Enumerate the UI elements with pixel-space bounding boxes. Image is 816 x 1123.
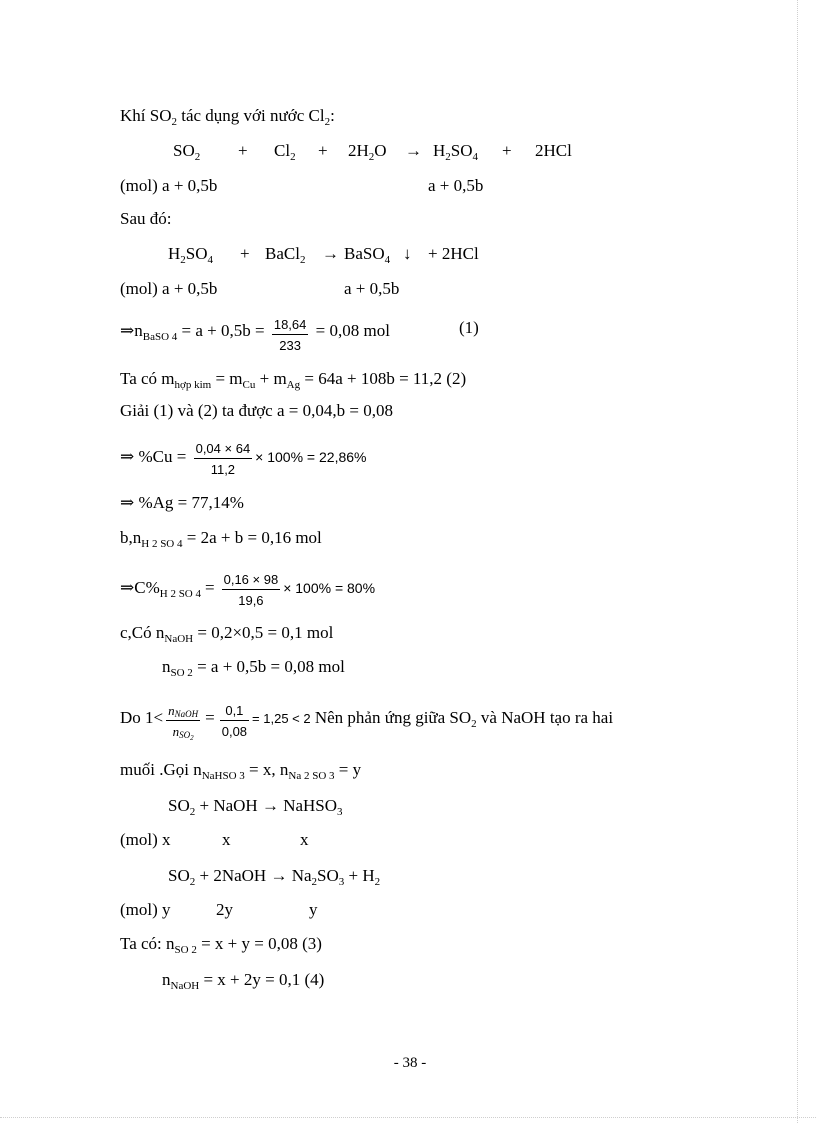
sub: NaOH <box>174 709 199 719</box>
text: + 2NaOH → Na <box>195 866 312 885</box>
mol-line-2b <box>344 278 399 300</box>
text: n <box>162 970 171 989</box>
page-frame-right <box>797 0 798 1123</box>
text: O <box>374 141 387 160</box>
mol-y-3 <box>309 899 318 921</box>
sub: NaOH <box>164 633 194 645</box>
text: = a + 0,5b = <box>177 321 269 340</box>
text: + <box>502 141 512 160</box>
sub: hợp kim <box>174 379 212 391</box>
text: y <box>309 900 318 919</box>
line-m-hopkim <box>120 368 466 390</box>
text: 2H <box>348 141 369 160</box>
text: ↓ <box>403 244 412 263</box>
plus-2hcl <box>428 243 479 265</box>
label-1 <box>459 317 479 339</box>
text: (mol) y <box>120 900 171 919</box>
text: + m <box>255 369 287 388</box>
reaction-3 <box>168 795 343 817</box>
text: + 2HCl <box>428 244 479 263</box>
reaction-4 <box>168 865 380 887</box>
text: SO <box>185 244 208 263</box>
numerator <box>166 703 200 721</box>
text: SO <box>450 141 473 160</box>
h2so4 <box>168 243 213 265</box>
line-do-1 <box>120 703 614 742</box>
text: Nên phản ứng giữa SO <box>310 708 472 727</box>
text: = x + y = 0,08 (3) <box>196 934 322 953</box>
text: = 1,25 < 2 <box>252 711 311 726</box>
sub: H 2 SO 4 <box>141 538 183 550</box>
arrow <box>322 243 339 265</box>
text: H <box>168 244 181 263</box>
line-eq-4 <box>162 969 324 991</box>
text: + H <box>344 866 375 885</box>
baso4 <box>344 243 390 265</box>
line-n-baso4 <box>120 317 390 353</box>
sub: 4 <box>207 254 214 266</box>
mol-line-4 <box>120 899 171 921</box>
text: = a + 0,5b = 0,08 mol <box>192 657 345 676</box>
text: = x + 2y = 0,1 (4) <box>199 970 325 989</box>
text: = m <box>211 369 243 388</box>
line-n-h2so4 <box>120 527 322 549</box>
h2so4 <box>433 140 478 162</box>
sub: 2 <box>189 876 196 888</box>
text: BaCl <box>265 244 300 263</box>
mol-2y <box>216 899 233 921</box>
mol-line-1b <box>428 175 483 197</box>
denominator: 233 <box>279 338 301 353</box>
sub: 4 <box>472 151 479 163</box>
down-arrow <box>403 243 412 265</box>
fraction <box>220 703 249 739</box>
text: Giải (1) và (2) ta được a = 0,04,b = 0,08 <box>120 401 393 420</box>
sub: 2 <box>368 151 375 163</box>
plus <box>238 140 248 162</box>
text: → <box>405 141 422 160</box>
sub: 2 <box>374 876 381 888</box>
line-sau-do <box>120 208 171 230</box>
denominator <box>166 721 200 742</box>
text: tác dụng với nước Cl <box>176 106 325 125</box>
h2o <box>348 140 387 162</box>
sub: 2 <box>189 806 196 818</box>
hcl <box>535 140 572 162</box>
sub: NaOH <box>170 980 200 992</box>
text: H <box>433 141 446 160</box>
text: + <box>240 244 250 263</box>
text: ⇒ %Ag = 77,14% <box>120 493 244 512</box>
cl2 <box>274 140 296 162</box>
sub: H 2 SO 4 <box>159 588 202 600</box>
text: Sau đó: <box>120 209 172 228</box>
sub: 2 <box>471 718 477 730</box>
mol-x-3 <box>300 829 309 851</box>
text: × 100% = 22,86% <box>255 449 367 465</box>
page-number: - 38 - <box>393 1055 427 1071</box>
text: SO <box>173 141 195 160</box>
text: + NaOH → NaHSO <box>195 796 338 815</box>
mol-x-2 <box>222 829 231 851</box>
plus <box>502 140 512 162</box>
sub: 2 <box>299 254 306 266</box>
plus <box>318 140 328 162</box>
sub: 2 <box>290 151 296 163</box>
text: a + 0,5b <box>344 279 400 298</box>
numerator: 18,64 <box>272 317 309 335</box>
text: x <box>222 830 231 849</box>
sub: 2 <box>311 876 318 888</box>
text: (mol) x <box>120 830 171 849</box>
mol-line-1 <box>120 175 217 197</box>
text: = y <box>334 760 362 779</box>
sub: 4 <box>384 254 391 266</box>
text: muối .Gọi n <box>120 760 202 779</box>
text: a + 0,5b <box>428 176 484 195</box>
sub: 2 <box>445 151 451 163</box>
text: Ta có: n <box>120 934 175 953</box>
sub: NaHSO 3 <box>201 770 245 782</box>
sub: 2 <box>194 151 201 163</box>
text: SO <box>168 796 190 815</box>
text: ⇒C% <box>120 578 160 597</box>
denominator: 11,2 <box>210 462 236 477</box>
sub: 3 <box>337 806 343 818</box>
line-c-pct <box>120 572 375 608</box>
text: Do 1< <box>120 708 164 727</box>
text: (mol) a + 0,5b <box>120 279 218 298</box>
sub: 2 <box>324 116 331 128</box>
numerator: 0,1 <box>220 703 249 721</box>
text: = <box>205 708 215 727</box>
plus <box>240 243 250 265</box>
mol-line-3 <box>120 829 171 851</box>
denominator: 0,08 <box>221 724 248 739</box>
page-frame-bottom <box>0 1117 816 1118</box>
arrow <box>405 140 422 162</box>
text: n <box>168 703 175 718</box>
sub: Na 2 SO 3 <box>288 770 335 782</box>
fraction <box>272 317 309 353</box>
text: + <box>318 141 328 160</box>
sub: SO 2 <box>170 667 193 679</box>
text: : <box>330 106 335 125</box>
text: b,n <box>120 528 142 547</box>
fraction <box>222 572 281 608</box>
text: SO <box>168 866 190 885</box>
text: c,Có n <box>120 623 165 642</box>
reaction-1 <box>173 140 200 162</box>
sub: 2 <box>190 734 194 742</box>
sub: Ag <box>286 379 301 391</box>
mol-line-2 <box>120 278 217 300</box>
line-eq-3 <box>120 933 322 955</box>
line-pct-ag <box>120 492 244 514</box>
text: = 64a + 108b = 11,2 (2) <box>300 369 467 388</box>
denominator: 19,6 <box>238 593 264 608</box>
text: BaSO <box>344 244 385 263</box>
fraction <box>166 703 200 742</box>
line-pct-cu <box>120 441 366 477</box>
line-muoi <box>120 759 361 781</box>
text: ⇒ %Cu = <box>120 447 191 466</box>
sub: 2 <box>171 116 177 128</box>
text: = x, n <box>244 760 289 779</box>
sub: 2 <box>180 254 186 266</box>
text: → <box>322 244 339 263</box>
text: n <box>172 724 180 739</box>
text: 2HCl <box>535 141 572 160</box>
text: Cl <box>274 141 291 160</box>
text: = 0,2×0,5 = 0,1 mol <box>193 623 334 642</box>
sub: Cu <box>242 379 256 391</box>
bacl2 <box>265 243 305 265</box>
text: + <box>238 141 248 160</box>
line-n-so2 <box>162 656 345 678</box>
text: 2y <box>216 900 233 919</box>
text: ⇒n <box>120 321 143 340</box>
text: Khí SO <box>120 106 172 125</box>
sub: BaSO 4 <box>142 331 178 343</box>
numerator: 0,04 × 64 <box>194 441 253 459</box>
fraction <box>194 441 253 477</box>
text: (mol) a + 0,5b <box>120 176 218 195</box>
text: = 0,08 mol <box>311 321 390 340</box>
text: = <box>205 578 215 597</box>
text: SO <box>317 866 339 885</box>
text: n <box>162 657 171 676</box>
sub: 3 <box>338 876 345 888</box>
numerator: 0,16 × 98 <box>222 572 281 590</box>
line-khi-so2 <box>120 105 335 127</box>
line-giai <box>120 400 393 422</box>
text: Ta có m <box>120 369 175 388</box>
text: (1) <box>459 318 479 337</box>
text: x <box>300 830 309 849</box>
sub: SO 2 <box>174 944 197 956</box>
text: = 2a + b = 0,16 mol <box>182 528 322 547</box>
text: × 100% = 80% <box>283 580 376 596</box>
line-n-naoh <box>120 622 333 644</box>
sub: SO <box>179 730 191 740</box>
text: và NaOH tạo ra hai <box>476 708 614 727</box>
